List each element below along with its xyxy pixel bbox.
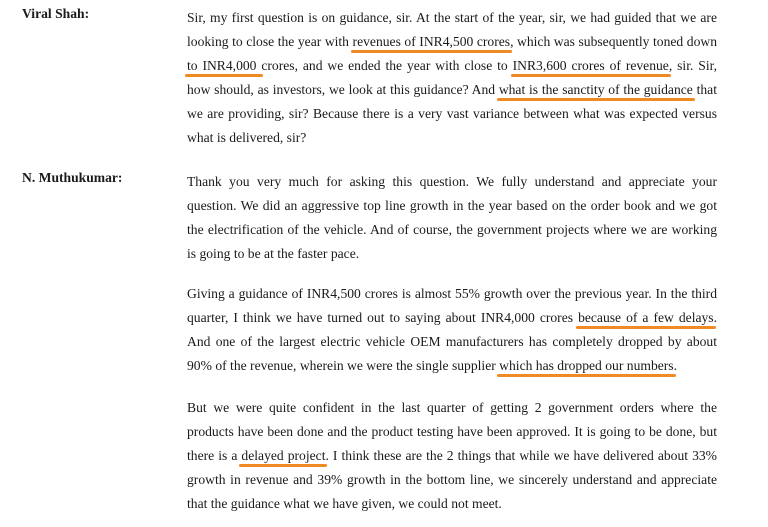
text-run: . And one of the largest electric vehicle OEM manufacturers has completely dropped by about 90% of the revenue, wherein we were the single supplier <box>187 310 718 373</box>
muthukumar-answer-paragraph-2 <box>187 282 717 378</box>
text-run: . <box>673 358 677 373</box>
speaker-n-muthukumar: N. Muthukumar: <box>22 170 123 185</box>
muthukumar-answer-paragraph-1 <box>187 170 717 266</box>
text-run: crores, and we ended the year with close to <box>261 58 513 73</box>
text-run: Sir, my first question is on guidance, sir. At the start of the year, sir, we had guided that we are looking to close the year with <box>187 10 717 49</box>
muthukumar-answer-paragraph-3 <box>187 396 717 516</box>
highlighted-phrase: revenues of INR4,500 crores <box>352 34 511 49</box>
text-run: Thank you very much for asking this question. We fully understand and appreciate your question. We did an aggressive top line growth in the year based on the order book and we got the electrification of the vehicle. And of course, the government projects where we are working is going to be at the faster pace. <box>187 174 717 261</box>
text-run: . I think these are the 2 things that while we have delivered about 33% growth in revenue and 39% growth in the bottom line, we sincerely understand and appreciate that the guidance what we have given, we could not meet. <box>187 448 717 511</box>
highlighted-phrase: what is the sanctity of the guidance <box>498 82 693 97</box>
highlighted-phrase: because of a few delays <box>578 310 714 325</box>
highlighted-phrase: to INR4,000 <box>187 58 262 73</box>
text-run: that we are providing, sir? Because there is a very vast variance between what was expected versus what is delivered, sir? <box>187 82 717 145</box>
text-run: Giving a guidance of INR4,500 crores is almost 55% growth over the previous year. In the third quarter, I think we have turned out to saying about INR4,000 crores <box>187 286 717 325</box>
text-run: , sir. Sir, how should, as investors, we look at this guidance? And <box>187 58 717 97</box>
viral-shah-question <box>187 6 717 150</box>
text-run: , which was subsequently toned down <box>510 34 717 49</box>
highlighted-phrase: delayed project <box>241 448 326 463</box>
highlighted-phrase: which has dropped our numbers <box>499 358 674 373</box>
text-run: But we were quite confident in the last quarter of getting 2 government orders where the products have been done and the product testing have been approved. It is going to be done, but there is a <box>187 400 717 463</box>
speaker-viral-shah: Viral Shah: <box>22 6 90 21</box>
highlighted-phrase: INR3,600 crores of revenue <box>512 58 669 73</box>
